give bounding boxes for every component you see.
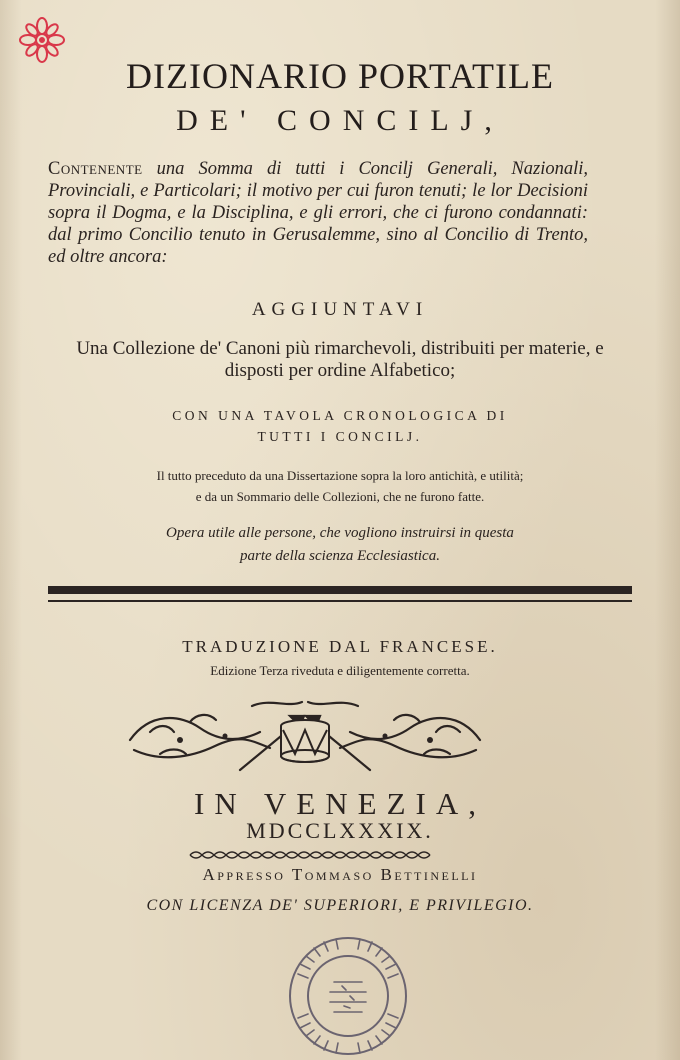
edizione-note: Edizione Terza riveduta e diligentemente corretta. <box>210 663 470 678</box>
opera-line-2: parte della scienza Ecclesiastica. <box>240 548 440 564</box>
collezione-paragraph: Una Collezione de' Canoni più rimarchevoli, distribuiti per materie, e disposti per ordine Alfabetico; <box>76 338 604 381</box>
thick-rule-divider <box>48 586 632 594</box>
traduzione-heading: TRADUZIONE DAL FRANCESE. <box>182 637 498 656</box>
main-title-second-line: DE' CONCILJ, <box>176 104 504 137</box>
main-title: DIZIONARIO PORTATILE <box>126 56 554 96</box>
imprint-printer: Appresso Tommaso Bettinelli <box>202 865 478 884</box>
dissertazione-line-1: Il tutto preceduto da una Dissertazione sopra la loro antichità, e utilità; <box>156 468 524 483</box>
tavola-line-2: TUTTI I CONCILJ. <box>257 429 423 444</box>
trophy-drum-vignette-icon <box>120 692 490 778</box>
imprint-license: CON LICENZA DE' SUPERIORI, E PRIVILEGIO. <box>146 897 534 914</box>
dissertazione-note <box>40 465 640 507</box>
tavola-line-1: CON UNA TAVOLA CRONOLOGICA DI <box>172 408 508 423</box>
imprint-year: MDCCLXXXIX. <box>246 818 434 843</box>
description-body: una Somma di tutti i Concilj Generali, Nazionali, Provinciali, e Particolari; il motivo per cui furon tenuti; le lor Decisioni sopra il Dogma, e la Disciplina, e gli errori, che ci furono condannati: dal primo Concilio tenuto in Gerusalemme, sino al Concilio di Trento, ed oltre ancora: <box>48 159 588 267</box>
circular-library-stamp-icon <box>286 934 410 1058</box>
imprint-city: IN VENEZIA, <box>194 786 486 821</box>
thin-rule-divider <box>48 600 632 602</box>
description-paragraph <box>48 158 588 268</box>
dissertazione-line-2: e da un Sommario delle Collezioni, che ne furono fatte. <box>195 489 485 504</box>
aggiuntavi-heading: AGGIUNTAVI <box>251 299 429 320</box>
tavola-cronologica <box>60 405 620 447</box>
decorative-border-icon <box>188 849 432 861</box>
opera-note <box>60 522 620 568</box>
description-lead: Contenente <box>48 159 143 179</box>
opera-line-1: Opera utile alle persone, che vogliono instruirsi in questa <box>166 525 514 541</box>
